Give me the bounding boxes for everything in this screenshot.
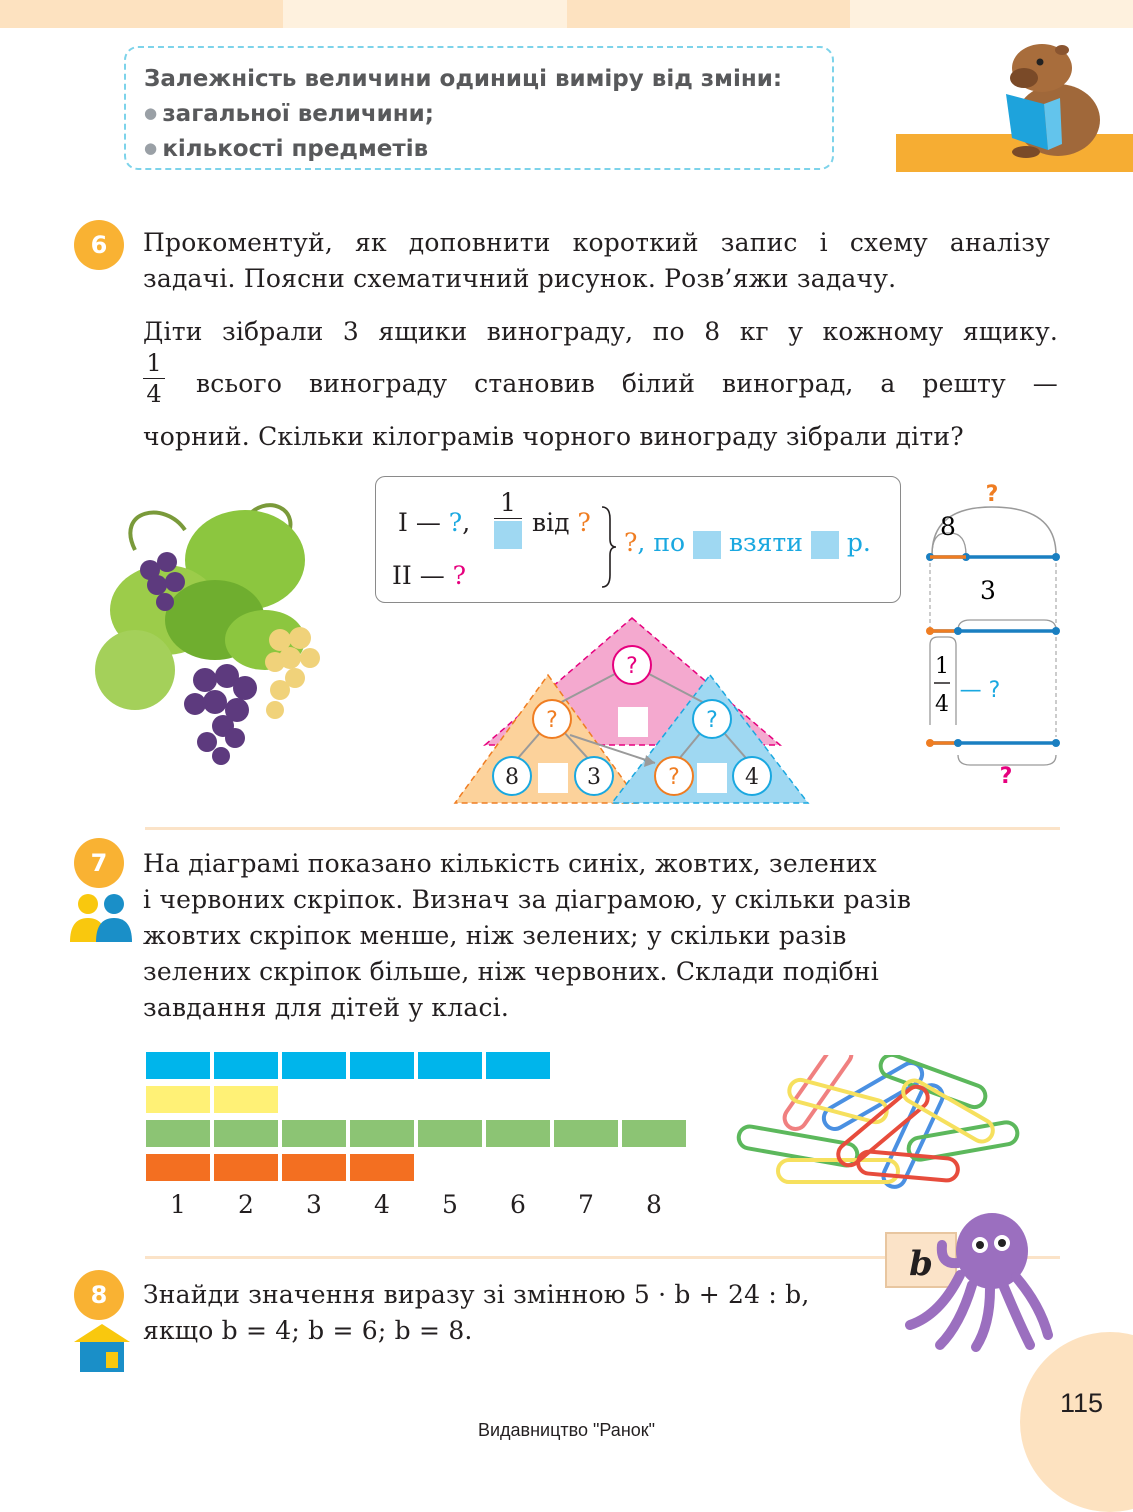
tree-leaf-1: 8: [505, 765, 519, 790]
bar-cell: [282, 1154, 346, 1181]
bar-cell: [214, 1052, 278, 1079]
record-r: р.: [846, 528, 871, 557]
x-tick-label: 6: [510, 1190, 526, 1219]
task-number-6: 6: [74, 220, 124, 270]
record-question: ?: [448, 508, 463, 537]
fraction-numerator: 1: [146, 349, 162, 377]
record-comma: ,: [637, 528, 646, 557]
homework-house-icon: [72, 1322, 132, 1374]
blank-square: [494, 521, 522, 549]
bar-cell: [418, 1052, 482, 1079]
task8-line1: Знайди значення виразу зі змінною 5 · b + 24 : b,: [143, 1280, 810, 1309]
task7-line: зелених скріпок більше, ніж червоних. Склади подібні: [143, 957, 879, 986]
record-row1-label: I —: [398, 508, 441, 537]
record-fraction: [494, 490, 522, 549]
task7-line: жовтих скріпок менше, ніж зелених; у скільки разів: [143, 921, 847, 950]
record-question: ?: [577, 508, 591, 537]
rule-item: ● загальної величини;: [144, 96, 814, 131]
bar-cell: [554, 1120, 618, 1147]
record-right: [624, 528, 871, 559]
capybara-reading-illustration: [996, 38, 1106, 158]
rule-box: [124, 46, 834, 170]
analysis-scheme-diagram: [450, 615, 815, 810]
x-tick-label: 8: [646, 1190, 662, 1219]
record-comma: ,: [462, 508, 471, 537]
task6-line2: задачі. Поясни схематичний рисунок. Розв’яжи задачу.: [143, 264, 897, 293]
segment-top-question: ?: [985, 482, 999, 507]
bar-cell: [418, 1120, 482, 1147]
tree-leaf-2: 3: [587, 765, 601, 790]
task6-problem-line3: чорний. Скільки кілограмів чорного винограду зібрали діти?: [143, 422, 964, 451]
blank-square: [693, 531, 721, 559]
task7-line: завдання для дітей у класі.: [143, 993, 509, 1022]
task-number-8: 8: [74, 1270, 124, 1320]
bar-cell: [486, 1120, 550, 1147]
bar-cell: [146, 1120, 210, 1147]
x-tick-label: 7: [578, 1190, 594, 1219]
bar-cell: [146, 1086, 210, 1113]
bar-cell: [146, 1052, 210, 1079]
bar-cell: [350, 1052, 414, 1079]
bar-cell: [282, 1052, 346, 1079]
task7-line: і червоних скріпок. Визнач за діаграмою, у скільки разів: [143, 885, 912, 914]
record-vid: від: [532, 508, 570, 537]
pair-work-icon: [68, 892, 134, 944]
tree-leaf-3: ?: [668, 765, 680, 790]
rule-title: Залежність величини одиниці виміру від зміни:: [144, 66, 783, 92]
record-of: [532, 508, 591, 537]
task8-line2: якщо b = 4; b = 6; b = 8.: [143, 1316, 473, 1345]
bar-cell: [146, 1154, 210, 1181]
record-vzyaty: взяти: [728, 528, 803, 557]
top-color-bar: [0, 0, 1133, 28]
bar-cell: [350, 1120, 414, 1147]
paperclip-bar-chart: [146, 1052, 696, 1222]
task-number-7: 7: [74, 838, 124, 888]
tree-node-mid-right: ?: [706, 708, 718, 733]
segment-frac-num: 1: [935, 654, 949, 679]
task7-line: На діаграмі показано кількість синіх, жовтих, зелених: [143, 849, 877, 878]
x-tick-label: 5: [442, 1190, 458, 1219]
page-number: 115: [1060, 1388, 1104, 1418]
octopus-illustration: [880, 1205, 1060, 1355]
fraction-one-quarter: [143, 350, 165, 407]
octopus-card-letter: b: [909, 1244, 933, 1284]
x-tick-label: 4: [374, 1190, 390, 1219]
segment-eight: 8: [940, 512, 956, 541]
record-row2-label: II —: [392, 561, 445, 590]
segment-three: 3: [980, 576, 996, 605]
grapes-illustration: [95, 490, 335, 775]
tree-node-mid-left: ?: [546, 708, 558, 733]
section-divider: [145, 827, 1060, 830]
task6-line1: Прокоментуй, як доповнити короткий запис і схему аналізу: [143, 228, 1050, 257]
tree-leaf-4: 4: [745, 765, 759, 790]
tree-node-top: ?: [626, 654, 638, 679]
blank-square: [811, 531, 839, 559]
paper-clips-illustration: [728, 1055, 1028, 1200]
bar-cell: [214, 1086, 278, 1113]
bar-cell: [214, 1120, 278, 1147]
bar-cell: [486, 1052, 550, 1079]
bar-cell: [214, 1154, 278, 1181]
rule-item: ● кількості предметів: [144, 131, 814, 166]
task6-problem-line1: Діти зібрали 3 ящики винограду, по 8 кг у кожному ящику.: [143, 317, 1058, 346]
record-po: по: [653, 528, 686, 557]
curly-brace: [598, 505, 618, 589]
fraction-denominator: 4: [146, 380, 162, 408]
bar-cell: [350, 1154, 414, 1181]
task7-text: [143, 846, 1043, 1026]
x-tick-label: 3: [306, 1190, 322, 1219]
segment-diagram: [920, 475, 1070, 790]
publisher-footer: Видавництво "Ранок": [477, 1420, 656, 1440]
task6-problem-line2: всього винограду становив білий виноград, а решту —: [196, 369, 1058, 398]
bar-cell: [282, 1120, 346, 1147]
segment-frac-den: 4: [935, 692, 949, 717]
segment-dash-question: — ?: [959, 678, 1001, 703]
record-row1: [398, 508, 470, 537]
bar-cell: [622, 1120, 686, 1147]
record-row2: [392, 561, 466, 590]
record-question: ?: [624, 528, 638, 557]
record-question: ?: [452, 561, 467, 590]
record-fraction-num: 1: [500, 488, 516, 517]
x-tick-label: 1: [170, 1190, 186, 1219]
x-tick-label: 2: [238, 1190, 254, 1219]
segment-bottom-question: ?: [999, 764, 1013, 789]
